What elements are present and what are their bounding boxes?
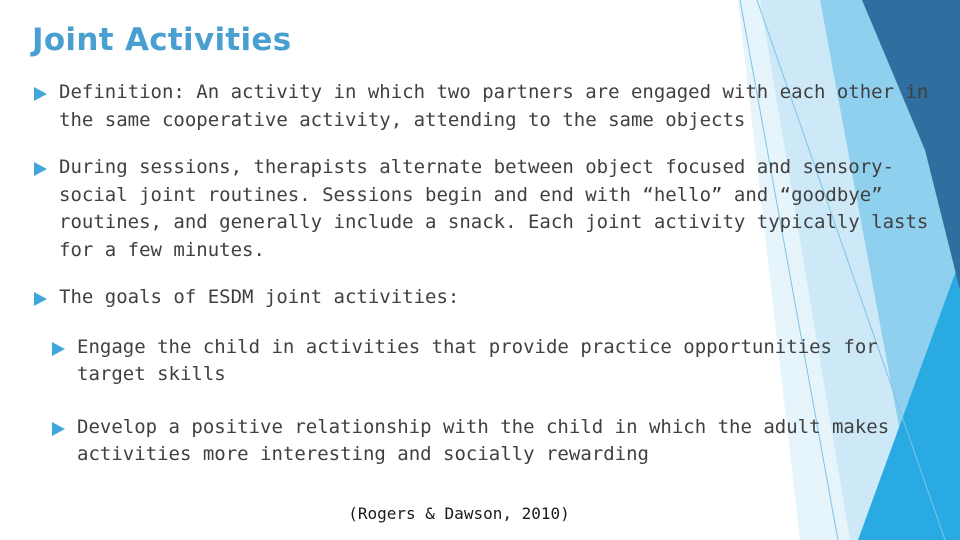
triangle-right-icon: [52, 422, 65, 436]
bullet-goals: [34, 284, 934, 312]
sub-bullet-engage: [52, 334, 934, 389]
citation: (Rogers & Dawson, 2010): [348, 504, 570, 523]
bullet-sessions: [34, 154, 934, 264]
sub-bullet-text: Engage the child in activities that provide practice opportunities for target skills: [77, 335, 878, 385]
sub-bullet-develop: [52, 414, 934, 469]
triangle-right-icon: [34, 292, 47, 306]
bullet-text: Definition: An activity in which two partners are engaged with each other in the same cooperative activity, attending to the same objects: [59, 81, 929, 131]
triangle-right-icon: [52, 342, 65, 356]
triangle-right-icon: [34, 162, 47, 176]
bullet-text: The goals of ESDM joint activities:: [59, 286, 460, 308]
bullet-definition: [34, 79, 934, 134]
triangle-right-icon: [34, 87, 47, 101]
bullet-text: During sessions, therapists alternate between object focused and sensory-social joint routines. Sessions begin and end with “hello” and “goodbye” routines, and generally include a snack. Each joint activity typically lasts for a few minutes.: [59, 156, 929, 261]
sub-bullet-text: Develop a positive relationship with the child in which the adult makes activities more interesting and socially rewarding: [77, 415, 890, 465]
page-title: Joint Activities: [32, 22, 292, 58]
bullet-list: [34, 79, 934, 469]
